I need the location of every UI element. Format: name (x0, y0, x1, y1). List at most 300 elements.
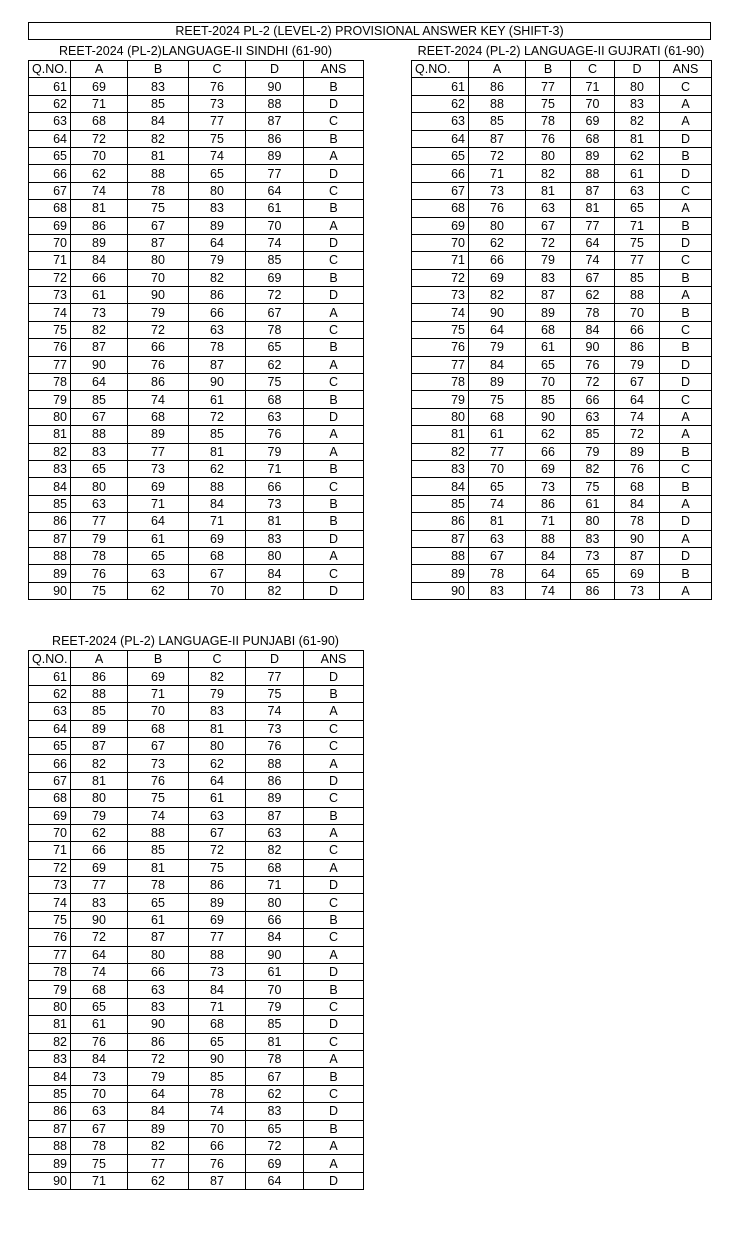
answer-cell: A (660, 426, 712, 443)
column-header: A (71, 651, 128, 668)
option-cell: 90 (526, 408, 571, 425)
option-cell: 69 (526, 460, 571, 477)
answer-cell: B (304, 269, 364, 286)
option-cell: 68 (571, 130, 615, 147)
option-cell: 77 (526, 78, 571, 95)
question-number-cell: 78 (29, 964, 71, 981)
option-cell: 63 (246, 824, 304, 841)
option-cell: 83 (189, 703, 246, 720)
option-cell: 63 (128, 981, 189, 998)
option-cell: 85 (246, 252, 304, 269)
option-cell: 77 (189, 929, 246, 946)
option-cell: 68 (469, 408, 526, 425)
option-cell: 61 (189, 391, 246, 408)
option-cell: 63 (71, 495, 128, 512)
option-cell: 89 (615, 443, 660, 460)
table-row (29, 495, 364, 512)
question-number-cell: 75 (29, 911, 71, 928)
option-cell: 89 (128, 426, 189, 443)
option-cell: 78 (71, 1137, 128, 1154)
option-cell: 74 (189, 1103, 246, 1120)
question-number-cell: 64 (29, 130, 71, 147)
page-title: REET-2024 PL-2 (LEVEL-2) PROVISIONAL ANSWER KEY (SHIFT-3) (28, 22, 711, 40)
option-cell: 68 (71, 981, 128, 998)
option-cell: 88 (189, 478, 246, 495)
option-cell: 88 (189, 946, 246, 963)
question-number-cell: 90 (412, 582, 469, 599)
answer-cell: B (304, 807, 364, 824)
option-cell: 75 (71, 1155, 128, 1172)
question-number-cell: 62 (412, 95, 469, 112)
table-row (412, 391, 712, 408)
answer-cell: D (304, 408, 364, 425)
table-row (29, 911, 364, 928)
option-cell: 61 (71, 1016, 128, 1033)
option-cell: 80 (128, 946, 189, 963)
option-cell: 88 (71, 426, 128, 443)
option-cell: 79 (571, 443, 615, 460)
answer-cell: B (304, 513, 364, 530)
question-number-cell: 88 (29, 1137, 71, 1154)
table-row (29, 859, 364, 876)
option-cell: 86 (571, 582, 615, 599)
table-row (412, 165, 712, 182)
option-cell: 61 (615, 165, 660, 182)
question-number-cell: 65 (29, 737, 71, 754)
option-cell: 79 (189, 685, 246, 702)
answer-cell: C (304, 478, 364, 495)
table-row (412, 147, 712, 164)
option-cell: 75 (469, 391, 526, 408)
question-number-cell: 79 (29, 391, 71, 408)
option-cell: 74 (246, 703, 304, 720)
question-number-cell: 77 (29, 946, 71, 963)
column-header: B (128, 61, 189, 78)
option-cell: 71 (128, 495, 189, 512)
option-cell: 65 (469, 478, 526, 495)
option-cell: 74 (71, 964, 128, 981)
option-cell: 64 (71, 946, 128, 963)
table-row (29, 513, 364, 530)
question-number-cell: 68 (29, 790, 71, 807)
option-cell: 79 (615, 356, 660, 373)
option-cell: 65 (526, 356, 571, 373)
answer-cell: B (304, 911, 364, 928)
table-row (29, 304, 364, 321)
answer-cell: A (304, 217, 364, 234)
option-cell: 86 (128, 1033, 189, 1050)
question-number-cell: 74 (412, 304, 469, 321)
answer-cell: A (304, 1137, 364, 1154)
option-cell: 75 (189, 859, 246, 876)
option-cell: 66 (71, 269, 128, 286)
question-number-cell: 90 (29, 582, 71, 599)
table-row (412, 78, 712, 95)
option-cell: 87 (571, 182, 615, 199)
option-cell: 82 (128, 1137, 189, 1154)
option-cell: 67 (526, 217, 571, 234)
option-cell: 82 (246, 582, 304, 599)
column-header: C (189, 61, 246, 78)
option-cell: 84 (526, 547, 571, 564)
table-row (29, 200, 364, 217)
option-cell: 82 (615, 113, 660, 130)
option-cell: 87 (526, 287, 571, 304)
option-cell: 83 (246, 530, 304, 547)
option-cell: 66 (189, 1137, 246, 1154)
option-cell: 72 (71, 130, 128, 147)
option-cell: 67 (71, 408, 128, 425)
table-row (29, 130, 364, 147)
column-header: C (571, 61, 615, 78)
answer-cell: C (304, 790, 364, 807)
answer-cell: C (660, 460, 712, 477)
question-number-cell: 64 (412, 130, 469, 147)
option-cell: 78 (246, 321, 304, 338)
table-row (29, 998, 364, 1015)
option-cell: 70 (571, 95, 615, 112)
option-cell: 64 (469, 321, 526, 338)
option-cell: 74 (469, 495, 526, 512)
option-cell: 81 (615, 130, 660, 147)
question-number-cell: 79 (412, 391, 469, 408)
option-cell: 86 (246, 130, 304, 147)
option-cell: 86 (128, 374, 189, 391)
option-cell: 86 (615, 339, 660, 356)
option-cell: 73 (71, 1068, 128, 1085)
option-cell: 90 (189, 1050, 246, 1067)
option-cell: 81 (128, 859, 189, 876)
answer-cell: B (304, 391, 364, 408)
option-cell: 65 (128, 894, 189, 911)
answer-cell: C (304, 842, 364, 859)
option-cell: 71 (615, 217, 660, 234)
table-row (29, 287, 364, 304)
answer-cell: D (304, 668, 364, 685)
table-row (412, 356, 712, 373)
option-cell: 74 (526, 582, 571, 599)
question-number-cell: 73 (29, 877, 71, 894)
question-number-cell: 70 (412, 234, 469, 251)
question-number-cell: 80 (29, 408, 71, 425)
table-row (412, 478, 712, 495)
option-cell: 71 (469, 165, 526, 182)
answer-cell: D (660, 234, 712, 251)
option-cell: 73 (189, 95, 246, 112)
option-cell: 90 (128, 287, 189, 304)
answer-cell: C (304, 929, 364, 946)
option-cell: 65 (246, 339, 304, 356)
answer-cell: D (660, 165, 712, 182)
option-cell: 87 (128, 929, 189, 946)
option-cell: 68 (615, 478, 660, 495)
option-cell: 71 (246, 877, 304, 894)
option-cell: 65 (615, 200, 660, 217)
question-number-cell: 65 (29, 147, 71, 164)
table-row (29, 234, 364, 251)
table-row (412, 582, 712, 599)
option-cell: 70 (71, 1085, 128, 1102)
answer-cell: B (304, 339, 364, 356)
question-number-cell: 83 (29, 1050, 71, 1067)
option-cell: 63 (246, 408, 304, 425)
table-row (29, 981, 364, 998)
option-cell: 77 (128, 1155, 189, 1172)
option-cell: 77 (246, 668, 304, 685)
option-cell: 65 (189, 1033, 246, 1050)
table-row (412, 426, 712, 443)
answer-cell: A (304, 443, 364, 460)
table-row (412, 547, 712, 564)
question-number-cell: 83 (29, 460, 71, 477)
answer-cell: D (660, 513, 712, 530)
question-number-cell: 70 (29, 234, 71, 251)
answer-cell: B (304, 460, 364, 477)
answer-cell: C (304, 1033, 364, 1050)
option-cell: 64 (246, 1172, 304, 1189)
answer-cell: A (304, 703, 364, 720)
option-cell: 81 (189, 720, 246, 737)
option-cell: 75 (128, 200, 189, 217)
option-cell: 69 (246, 269, 304, 286)
option-cell: 71 (189, 998, 246, 1015)
option-cell: 72 (469, 147, 526, 164)
question-number-cell: 74 (29, 304, 71, 321)
option-cell: 86 (246, 772, 304, 789)
option-cell: 81 (128, 147, 189, 164)
question-number-cell: 78 (29, 374, 71, 391)
option-cell: 82 (128, 130, 189, 147)
answer-cell: A (660, 530, 712, 547)
option-cell: 77 (189, 113, 246, 130)
option-cell: 69 (615, 565, 660, 582)
option-cell: 83 (469, 582, 526, 599)
option-cell: 82 (71, 321, 128, 338)
option-cell: 65 (71, 460, 128, 477)
option-cell: 61 (246, 964, 304, 981)
question-number-cell: 67 (29, 772, 71, 789)
option-cell: 74 (189, 147, 246, 164)
option-cell: 66 (71, 842, 128, 859)
option-cell: 65 (189, 165, 246, 182)
option-cell: 70 (526, 374, 571, 391)
option-cell: 84 (189, 495, 246, 512)
question-number-cell: 62 (29, 685, 71, 702)
table-row (29, 147, 364, 164)
option-cell: 86 (71, 668, 128, 685)
option-cell: 80 (526, 147, 571, 164)
option-cell: 71 (571, 78, 615, 95)
option-cell: 74 (246, 234, 304, 251)
table-row (412, 200, 712, 217)
table-row (412, 565, 712, 582)
option-cell: 70 (246, 217, 304, 234)
column-header: C (189, 651, 246, 668)
table-row (412, 130, 712, 147)
option-cell: 73 (128, 460, 189, 477)
answer-cell: C (660, 78, 712, 95)
option-cell: 61 (246, 200, 304, 217)
table-row (29, 668, 364, 685)
option-cell: 75 (526, 95, 571, 112)
option-cell: 69 (189, 530, 246, 547)
question-number-cell: 61 (29, 668, 71, 685)
option-cell: 79 (526, 252, 571, 269)
question-number-cell: 87 (412, 530, 469, 547)
option-cell: 64 (571, 234, 615, 251)
table-row (29, 946, 364, 963)
punjabi-answer-table (28, 650, 364, 1190)
option-cell: 62 (71, 165, 128, 182)
option-cell: 66 (128, 964, 189, 981)
answer-cell: D (304, 287, 364, 304)
option-cell: 70 (469, 460, 526, 477)
answer-cell: D (304, 1172, 364, 1189)
table-row (29, 824, 364, 841)
question-number-cell: 79 (29, 981, 71, 998)
answer-cell: B (660, 478, 712, 495)
option-cell: 61 (469, 426, 526, 443)
table-row (29, 1016, 364, 1033)
table-row (29, 1103, 364, 1120)
option-cell: 85 (469, 113, 526, 130)
option-cell: 83 (189, 200, 246, 217)
option-cell: 62 (128, 582, 189, 599)
option-cell: 88 (526, 530, 571, 547)
option-cell: 72 (246, 287, 304, 304)
answer-cell: A (304, 356, 364, 373)
option-cell: 69 (571, 113, 615, 130)
option-cell: 74 (615, 408, 660, 425)
question-number-cell: 80 (412, 408, 469, 425)
question-number-cell: 65 (412, 147, 469, 164)
option-cell: 84 (571, 321, 615, 338)
table-row (29, 478, 364, 495)
answer-cell: A (660, 200, 712, 217)
question-number-cell: 68 (412, 200, 469, 217)
option-cell: 67 (71, 1120, 128, 1137)
option-cell: 89 (189, 217, 246, 234)
table-row (29, 1172, 364, 1189)
option-cell: 65 (128, 547, 189, 564)
option-cell: 75 (246, 374, 304, 391)
option-cell: 84 (246, 929, 304, 946)
question-number-cell: 81 (29, 1016, 71, 1033)
table-row (412, 269, 712, 286)
option-cell: 71 (526, 513, 571, 530)
option-cell: 81 (246, 1033, 304, 1050)
option-cell: 68 (189, 547, 246, 564)
answer-cell: D (304, 772, 364, 789)
option-cell: 85 (128, 95, 189, 112)
option-cell: 77 (71, 513, 128, 530)
question-number-cell: 63 (29, 113, 71, 130)
option-cell: 89 (189, 894, 246, 911)
question-number-cell: 75 (29, 321, 71, 338)
option-cell: 82 (71, 755, 128, 772)
table-row (29, 964, 364, 981)
option-cell: 65 (246, 1120, 304, 1137)
option-cell: 67 (189, 824, 246, 841)
table-row (29, 443, 364, 460)
option-cell: 67 (128, 217, 189, 234)
option-cell: 89 (128, 1120, 189, 1137)
option-cell: 64 (526, 565, 571, 582)
column-header: ANS (304, 61, 364, 78)
option-cell: 76 (469, 200, 526, 217)
option-cell: 84 (128, 1103, 189, 1120)
answer-cell: C (660, 321, 712, 338)
option-cell: 62 (615, 147, 660, 164)
option-cell: 80 (189, 737, 246, 754)
option-cell: 83 (526, 269, 571, 286)
question-number-cell: 86 (29, 1103, 71, 1120)
option-cell: 88 (571, 165, 615, 182)
answer-cell: A (304, 755, 364, 772)
option-cell: 80 (189, 182, 246, 199)
question-number-cell: 71 (29, 842, 71, 859)
answer-cell: B (660, 147, 712, 164)
table-row (29, 1137, 364, 1154)
option-cell: 78 (189, 1085, 246, 1102)
answer-cell: A (660, 95, 712, 112)
option-cell: 81 (71, 200, 128, 217)
answer-cell: B (304, 200, 364, 217)
table-row (29, 78, 364, 95)
option-cell: 67 (128, 737, 189, 754)
option-cell: 85 (615, 269, 660, 286)
table-row (29, 720, 364, 737)
option-cell: 73 (189, 964, 246, 981)
option-cell: 80 (246, 894, 304, 911)
question-number-cell: 66 (412, 165, 469, 182)
question-number-cell: 89 (412, 565, 469, 582)
option-cell: 84 (246, 565, 304, 582)
option-cell: 72 (615, 426, 660, 443)
option-cell: 76 (189, 1155, 246, 1172)
option-cell: 76 (246, 737, 304, 754)
option-cell: 62 (571, 287, 615, 304)
answer-cell: B (660, 565, 712, 582)
answer-cell: A (304, 147, 364, 164)
table-row (29, 339, 364, 356)
question-number-cell: 67 (412, 182, 469, 199)
question-number-cell: 71 (412, 252, 469, 269)
option-cell: 85 (189, 426, 246, 443)
option-cell: 83 (128, 998, 189, 1015)
option-cell: 89 (469, 374, 526, 391)
question-number-cell: 66 (29, 755, 71, 772)
option-cell: 76 (526, 130, 571, 147)
question-number-cell: 72 (29, 859, 71, 876)
option-cell: 78 (615, 513, 660, 530)
answer-cell: D (304, 877, 364, 894)
option-cell: 65 (71, 998, 128, 1015)
column-header: B (128, 651, 189, 668)
answer-cell: C (304, 321, 364, 338)
question-number-cell: 77 (412, 356, 469, 373)
option-cell: 90 (71, 356, 128, 373)
option-cell: 64 (128, 1085, 189, 1102)
question-number-cell: 63 (29, 703, 71, 720)
answer-cell: C (660, 252, 712, 269)
question-number-cell: 69 (29, 217, 71, 234)
option-cell: 73 (526, 478, 571, 495)
option-cell: 79 (246, 998, 304, 1015)
answer-cell: B (304, 495, 364, 512)
answer-cell: D (660, 374, 712, 391)
answer-cell: B (660, 217, 712, 234)
